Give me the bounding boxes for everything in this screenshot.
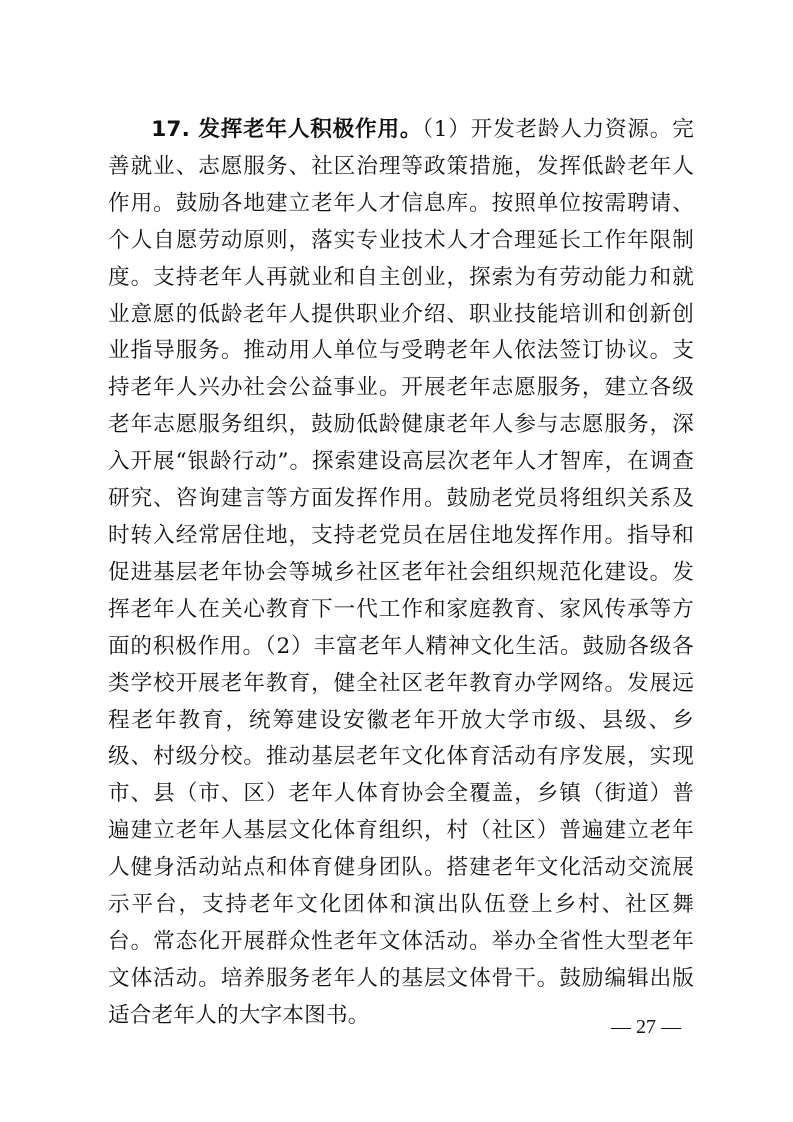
page-number: — 27 —	[611, 1016, 681, 1038]
body-text-block	[108, 112, 694, 1035]
section-heading: 17. 发挥老年人积极作用。	[151, 117, 423, 142]
paragraph	[108, 112, 694, 1035]
paragraph-body: （1）开发老龄人力资源。完善就业、志愿服务、社区治理等政策措施，发挥低龄老年人作用。鼓励各地建立老年人才信息库。按照单位按需聘请、个人自愿劳动原则，落实专业技术人才合理延长工作年限制度。支持老年人再就业和自主创业，探索为有劳动能力和就业意愿的低龄老年人提供职业介绍、职业技能培训和创新创业指导服务。推动用人单位与受聘老年人依法签订协议。支持老年人兴办社会公益事业。开展老年志愿服务，建立各级老年志愿服务组织，鼓励低龄健康老年人参与志愿服务，深入开展“银龄行动”。探索建设高层次老年人才智库，在调查研究、咨询建言等方面发挥作用。鼓励老党员将组织关系及时转入经常居住地，支持老党员在居住地发挥作用。指导和促进基层老年协会等城乡社区老年社会组织规范化建设。发挥老年人在关心教育下一代工作和家庭教育、家风传承等方面的积极作用。（2）丰富老年人精神文化生活。鼓励各级各类学校开展老年教育，健全社区老年教育办学网络。发展远程老年教育，统筹建设安徽老年开放大学市级、县级、乡级、村级分校。推动基层老年文化体育活动有序发展，实现市、县（市、区）老年人体育协会全覆盖，乡镇（街道）普遍建立老年人基层文化体育组织，村（社区）普遍建立老年人健身活动站点和体育健身团队。搭建老年文化活动交流展示平台，支持老年文化团体和演出队伍登上乡村、社区舞台。常态化开展群众性老年文体活动。举办全省性大型老年文体活动。培养服务老年人的基层文体骨干。鼓励编辑出版适合老年人的大字本图书。	[108, 117, 694, 1028]
